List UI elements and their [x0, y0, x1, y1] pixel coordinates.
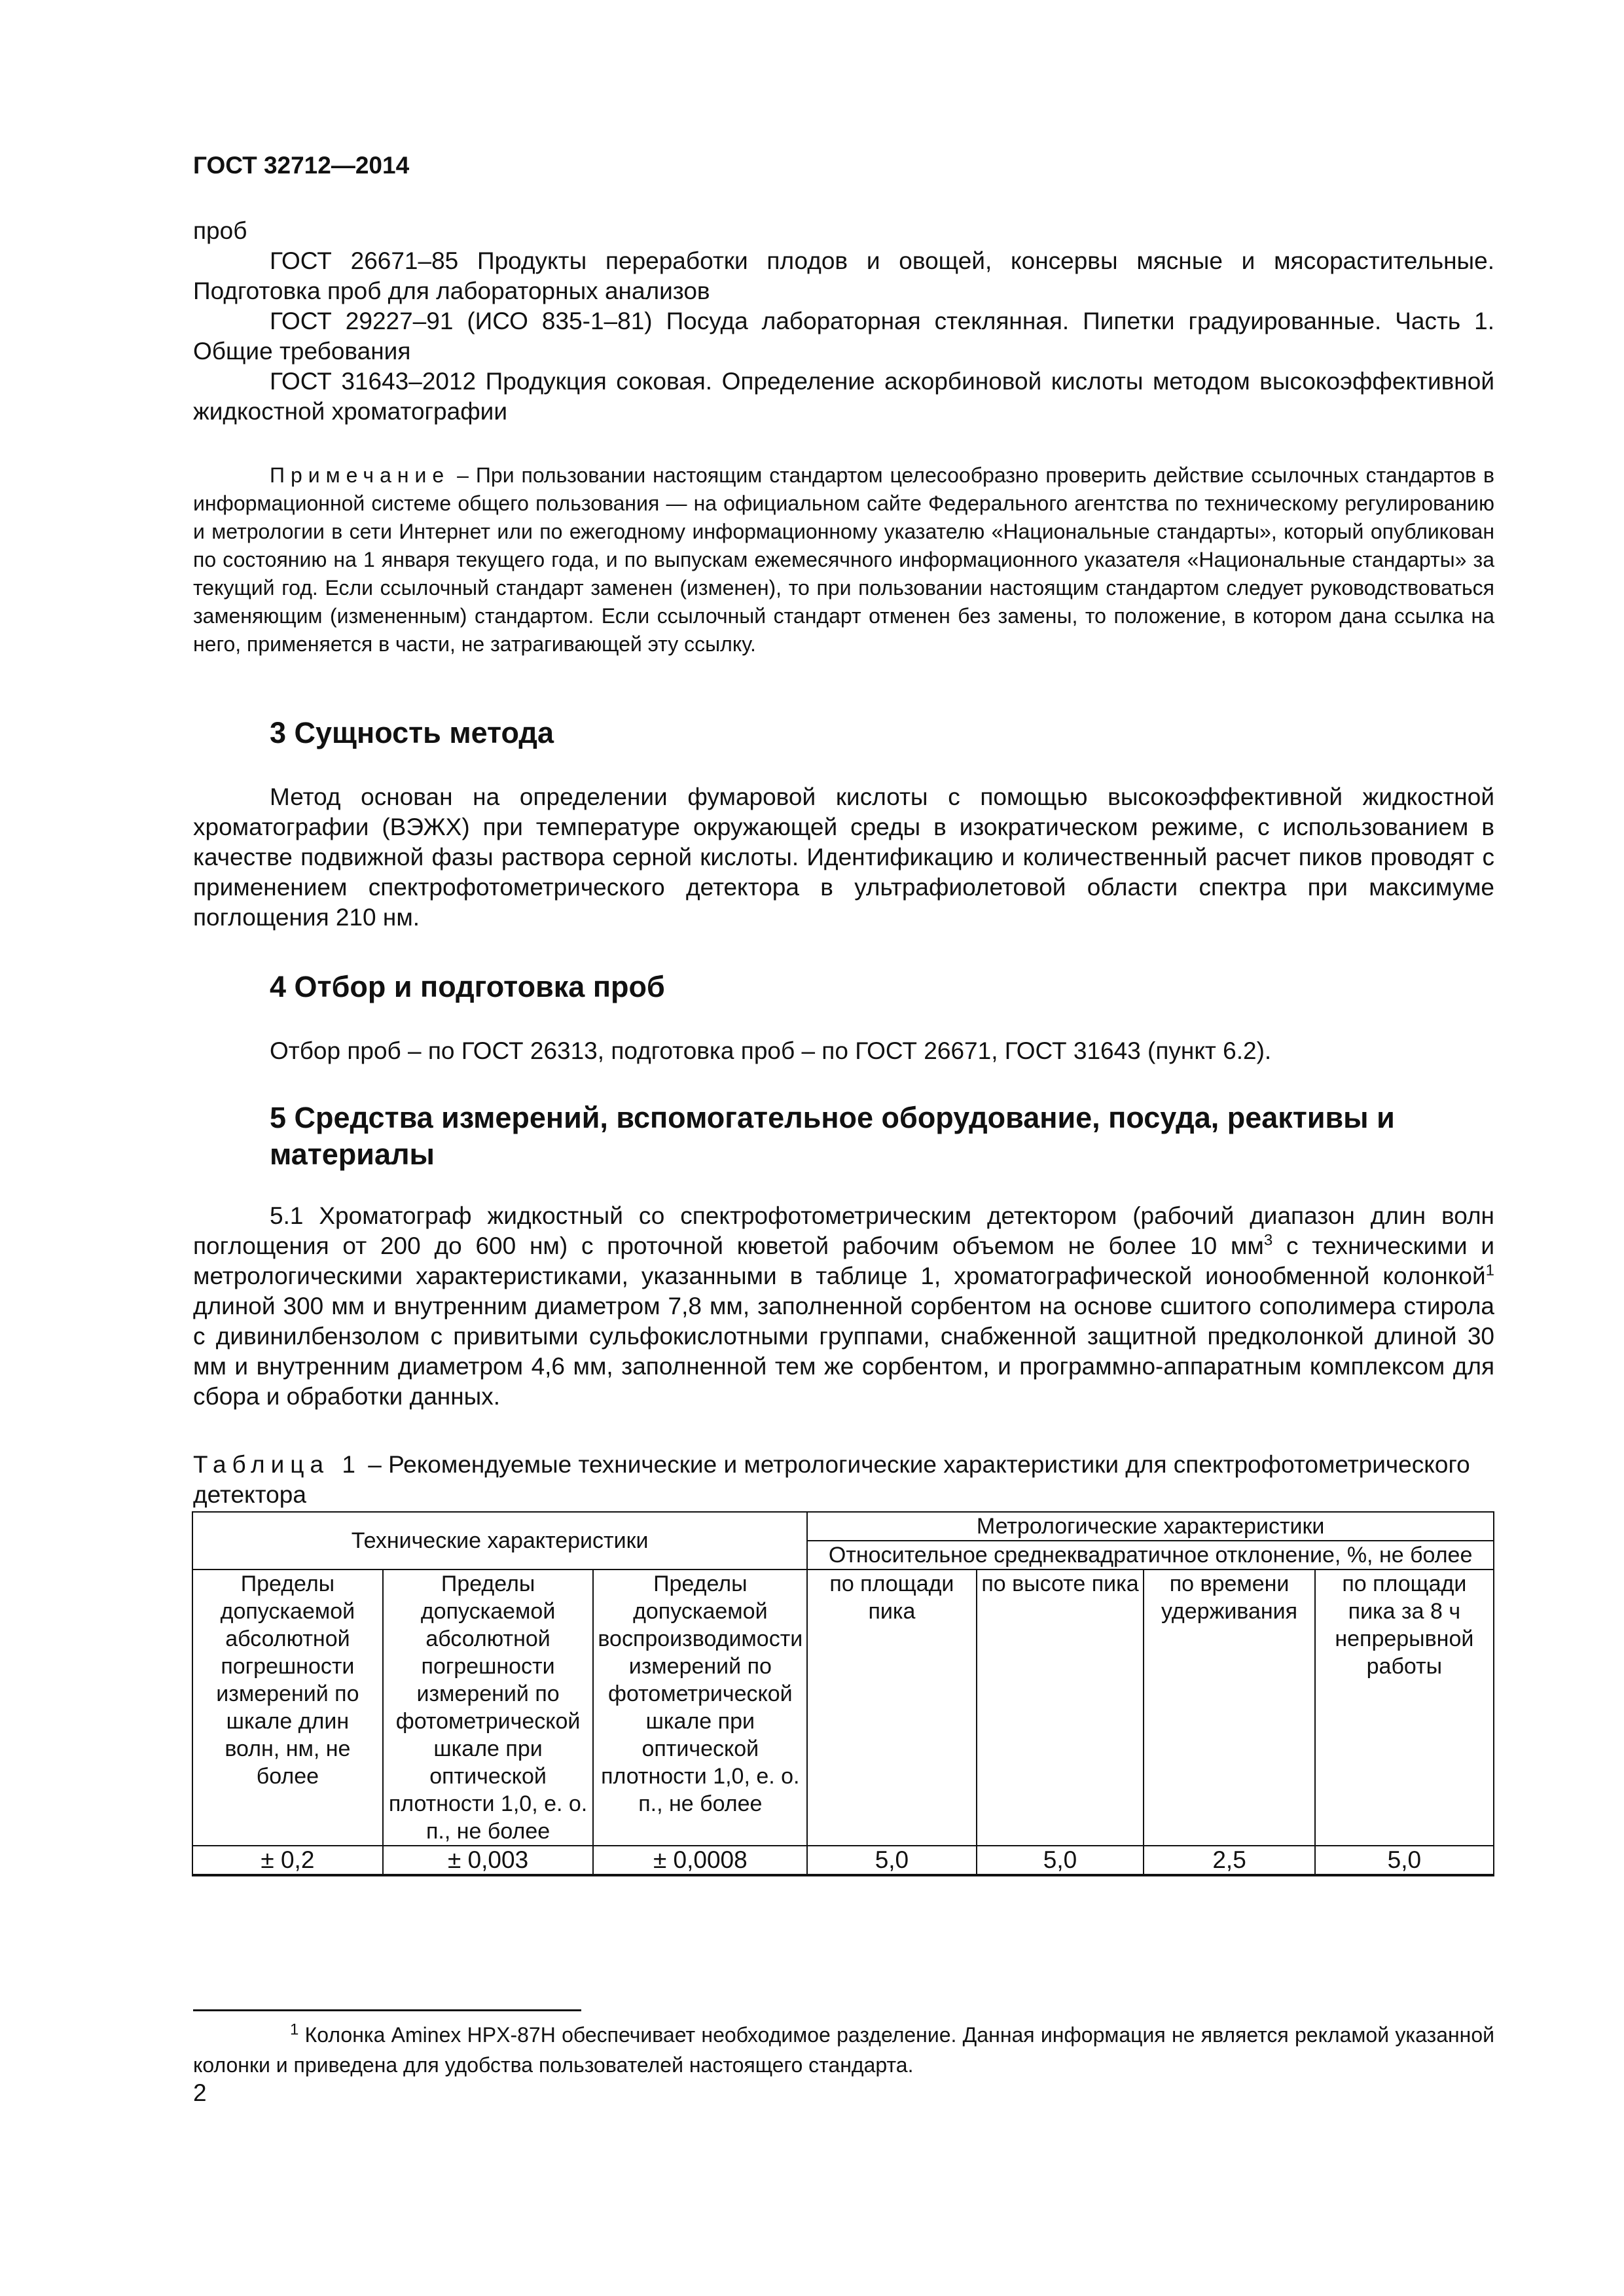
table-row: [192, 1846, 1494, 1875]
text-run: с техническими и метрологическими характеристиками, указанными в таблице 1, хроматографической ионообменной колонкой: [193, 1232, 1494, 1289]
table-header-cell: по высоте пика: [977, 1570, 1144, 1846]
text-run: длиной 300 мм и внутренним диаметром 7,8 мм, заполненной сорбентом на основе сшитого сополимера стирола с дивинилбензолом с привитыми сульфокислотными группами, снабженной защитной предколонкой длиной 30 мм и внутренним диаметром 4,6 мм, заполненной тем же сорбентом, и программно-аппаратным комплексом для сбора и обработки данных.: [193, 1293, 1494, 1410]
table-caption-text: – Рекомендуемые технические и метрологические характеристики для спектрофотометрического детектора: [193, 1451, 1470, 1508]
table-cell: 5,0: [1315, 1846, 1494, 1875]
section-3-body: [193, 782, 1494, 933]
footnote: [193, 2020, 1494, 2080]
table-header-cell: Пределы допускаемой абсолютной погрешности измерений по фотометрической шкале при оптической плотности 1,0, е. о. п., не более: [383, 1570, 594, 1846]
references-list: [193, 216, 1494, 427]
footnote-mark: 1: [290, 2020, 299, 2039]
table-cell: ± 0,2: [192, 1846, 383, 1875]
table-header-cell: Технические характеристики: [192, 1512, 807, 1570]
doc-header: ГОСТ 32712—2014: [193, 152, 410, 179]
table-cell: ± 0,003: [383, 1846, 594, 1875]
table-header-cell: по времени удерживания: [1144, 1570, 1314, 1846]
reference-continuation: проб: [193, 217, 247, 244]
footnote-text: Колонка Aminex HPX-87H обеспечивает необходимое разделение. Данная информация не является рекламой указанной колонки и приведена для удобства пользователей настоящего стандарта.: [193, 2023, 1494, 2077]
table-header-cell: Пределы допускаемой воспроизводимости измерений по фотометрической шкале при оптической плотности 1,0, е. о. п., не более: [593, 1570, 807, 1846]
paragraph: Отбор проб – по ГОСТ 26313, подготовка проб – по ГОСТ 26671, ГОСТ 31643 (пункт 6.2).: [270, 1037, 1272, 1064]
table-cell: 5,0: [807, 1846, 976, 1875]
reference-item: ГОСТ 31643–2012 Продукция соковая. Определение аскорбиновой кислоты методом высокоэффективной жидкостной хроматографии: [193, 368, 1494, 425]
note-text: – При пользовании настоящим стандартом целесообразно проверить действие ссылочных стандартов в информационной системе общего пользования — на официальном сайте Федерального агентства по техническому регулированию и метрологии в сети Интернет или по ежегодному информационному указателю «Национальные стандарты», который опубликован по состоянию на 1 января текущего года, и по выпускам ежемесячного информационного указателя «Национальные стандарты» за текущий год. Если ссылочный стандарт заменен (изменен), то при пользовании настоящим стандартом следует руководствоваться заменяющим (измененным) стандартом. Если ссылочный стандарт отменен без замены, то положение, в котором дана ссылка на него, применяется в части, не затрагивающей эту ссылку.: [193, 463, 1494, 656]
reference-item: ГОСТ 29227–91 (ИСО 835-1–81) Посуда лабораторная стеклянная. Пипетки градуированные. Часть 1. Общие требования: [193, 308, 1494, 365]
note-paragraph: [193, 461, 1494, 658]
text-run: 5.1 Хроматограф жидкостный со спектрофотометрическим детектором (рабочий диапазон длин волн поглощения от 200 до 600 нм) с проточной кюветой рабочим объемом не более 10 мм: [193, 1202, 1494, 1259]
superscript: 3: [1263, 1231, 1273, 1249]
section-4-body: [193, 1036, 1494, 1066]
footnote-ref: 1: [1485, 1261, 1494, 1280]
table-caption-label: Таблица 1: [193, 1451, 361, 1478]
table-header-cell: Относительное среднеквадратичное отклонение, %, не более: [807, 1541, 1494, 1570]
section-5-body: [193, 1201, 1494, 1412]
section-heading: 5 Средства измерений, вспомогательное оборудование, посуда, реактивы и материалы: [270, 1101, 1395, 1171]
spec-table: [192, 1511, 1494, 1876]
table-header-cell: по площади пика: [807, 1570, 976, 1846]
paragraph: [193, 1201, 1494, 1412]
paragraph: Метод основан на определении фумаровой кислоты с помощью высокоэффективной жидкостной хроматографии (ВЭЖХ) при температуре окружающей среды в изократическом режиме, с использованием в качестве подвижной фазы раствора серной кислоты. Идентификацию и количественный расчет пиков проводят с применением спектрофотометрического детектора в ультрафиолетовой области спектра при максимуме поглощения 210 нм.: [193, 783, 1494, 931]
reference-item: ГОСТ 26671–85 Продукты переработки плодов и овощей, консервы мясные и мясорастительные. Подготовка проб для лабораторных анализов: [193, 247, 1494, 304]
table-header-cell: Пределы допускаемой абсолютной погрешности измерений по шкале длин волн, нм, не более: [192, 1570, 383, 1846]
table-caption: [193, 1450, 1494, 1510]
footnote-separator: [193, 2009, 581, 2011]
section-heading: 4 Отбор и подготовка проб: [270, 970, 665, 1003]
note-label: Примечание: [270, 463, 450, 487]
table-cell: 2,5: [1144, 1846, 1314, 1875]
section-heading: 3 Сущность метода: [270, 716, 554, 749]
table-cell: ± 0,0008: [593, 1846, 807, 1875]
table-header-cell: по площади пика за 8 ч непрерывной работы: [1315, 1570, 1494, 1846]
table-subheader-row: [192, 1570, 1494, 1846]
table-header-cell: Метрологические характеристики: [807, 1512, 1494, 1541]
table-cell: 5,0: [977, 1846, 1144, 1875]
page-number: 2: [193, 2079, 207, 2106]
table-header-row: [192, 1512, 1494, 1541]
